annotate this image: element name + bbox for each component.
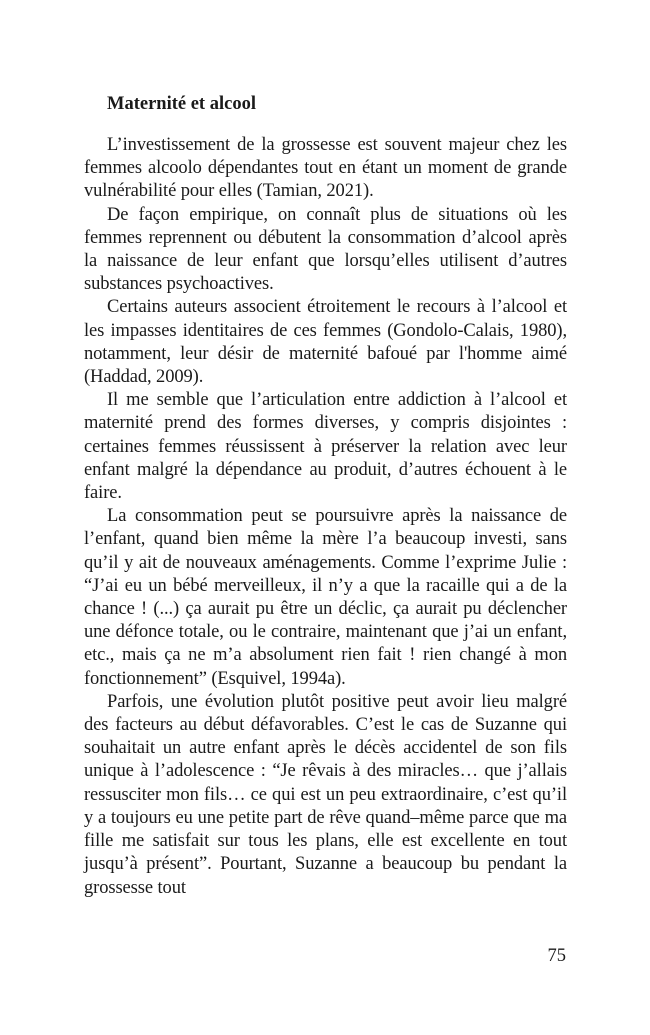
paragraph: La consommation peut se poursuivre après la naissance de l’enfant, quand bien même la mère l’a beaucoup investi, sans qu’il y ait de nouveaux aménagements. Comme l’exprime Julie : “J’ai eu un bébé merveilleux, il n’y a que la racaille qui a de la chance ! (...) ça aurait pu être un déclic, ça aurait pu déclencher une défonce totale, ou le contraire, maintenant que j’ai un enfant, etc., mais ça ne m’a absolument rien fait ! rien changé à mon fonctionnement” (Esquivel, 1994a). (84, 506, 567, 689)
paragraph: Certains auteurs associent étroitement le recours à l’alcool et les impasses identitaires de ces femmes (Gondolo-Calais, 1980), notamment, leur désir de maternité bafoué par l'homme aimé (Haddad, 2009). (84, 297, 567, 388)
paragraph: De façon empirique, on connaît plus de situations où les femmes reprennent ou débutent la consommation d’alcool après la naissance de leur enfant que lorsqu’elles utilisent d’autres substances psychoactives. (84, 204, 567, 295)
body-text (84, 134, 567, 900)
section-heading: Maternité et alcool (107, 94, 256, 114)
paragraph: L’investissement de la grossesse est souvent majeur chez les femmes alcoolo dépendantes tout en étant un moment de grande vulnérabilité pour elles (Tamian, 2021). (84, 135, 567, 202)
paragraph: Il me semble que l’articulation entre addiction à l’alcool et maternité prend des formes diverses, y compris disjointes : certaines femmes réussissent à préserver la relation avec leur enfant malgré la dépendance au produit, d’autres échouent à le faire. (84, 390, 567, 504)
page-content (84, 92, 567, 900)
page-number: 75 (547, 946, 566, 966)
paragraph: Parfois, une évolution plutôt positive peut avoir lieu malgré des facteurs au début défavorables. C’est le cas de Suzanne qui souhaitait un autre enfant après le décès accidentel de son fils unique à l’adolescence : “Je rêvais à des miracles… que j’allais ressusciter mon fils… ce qui est un peu extraordinaire, c’est qu’il y a toujours eu une petite part de rêve quand–même parce que ma fille me satisfait sur tous les plans, elle est excellente en tout jusqu’à présent”. Pourtant, Suzanne a beaucoup bu pendant la grossesse tout (84, 691, 567, 898)
